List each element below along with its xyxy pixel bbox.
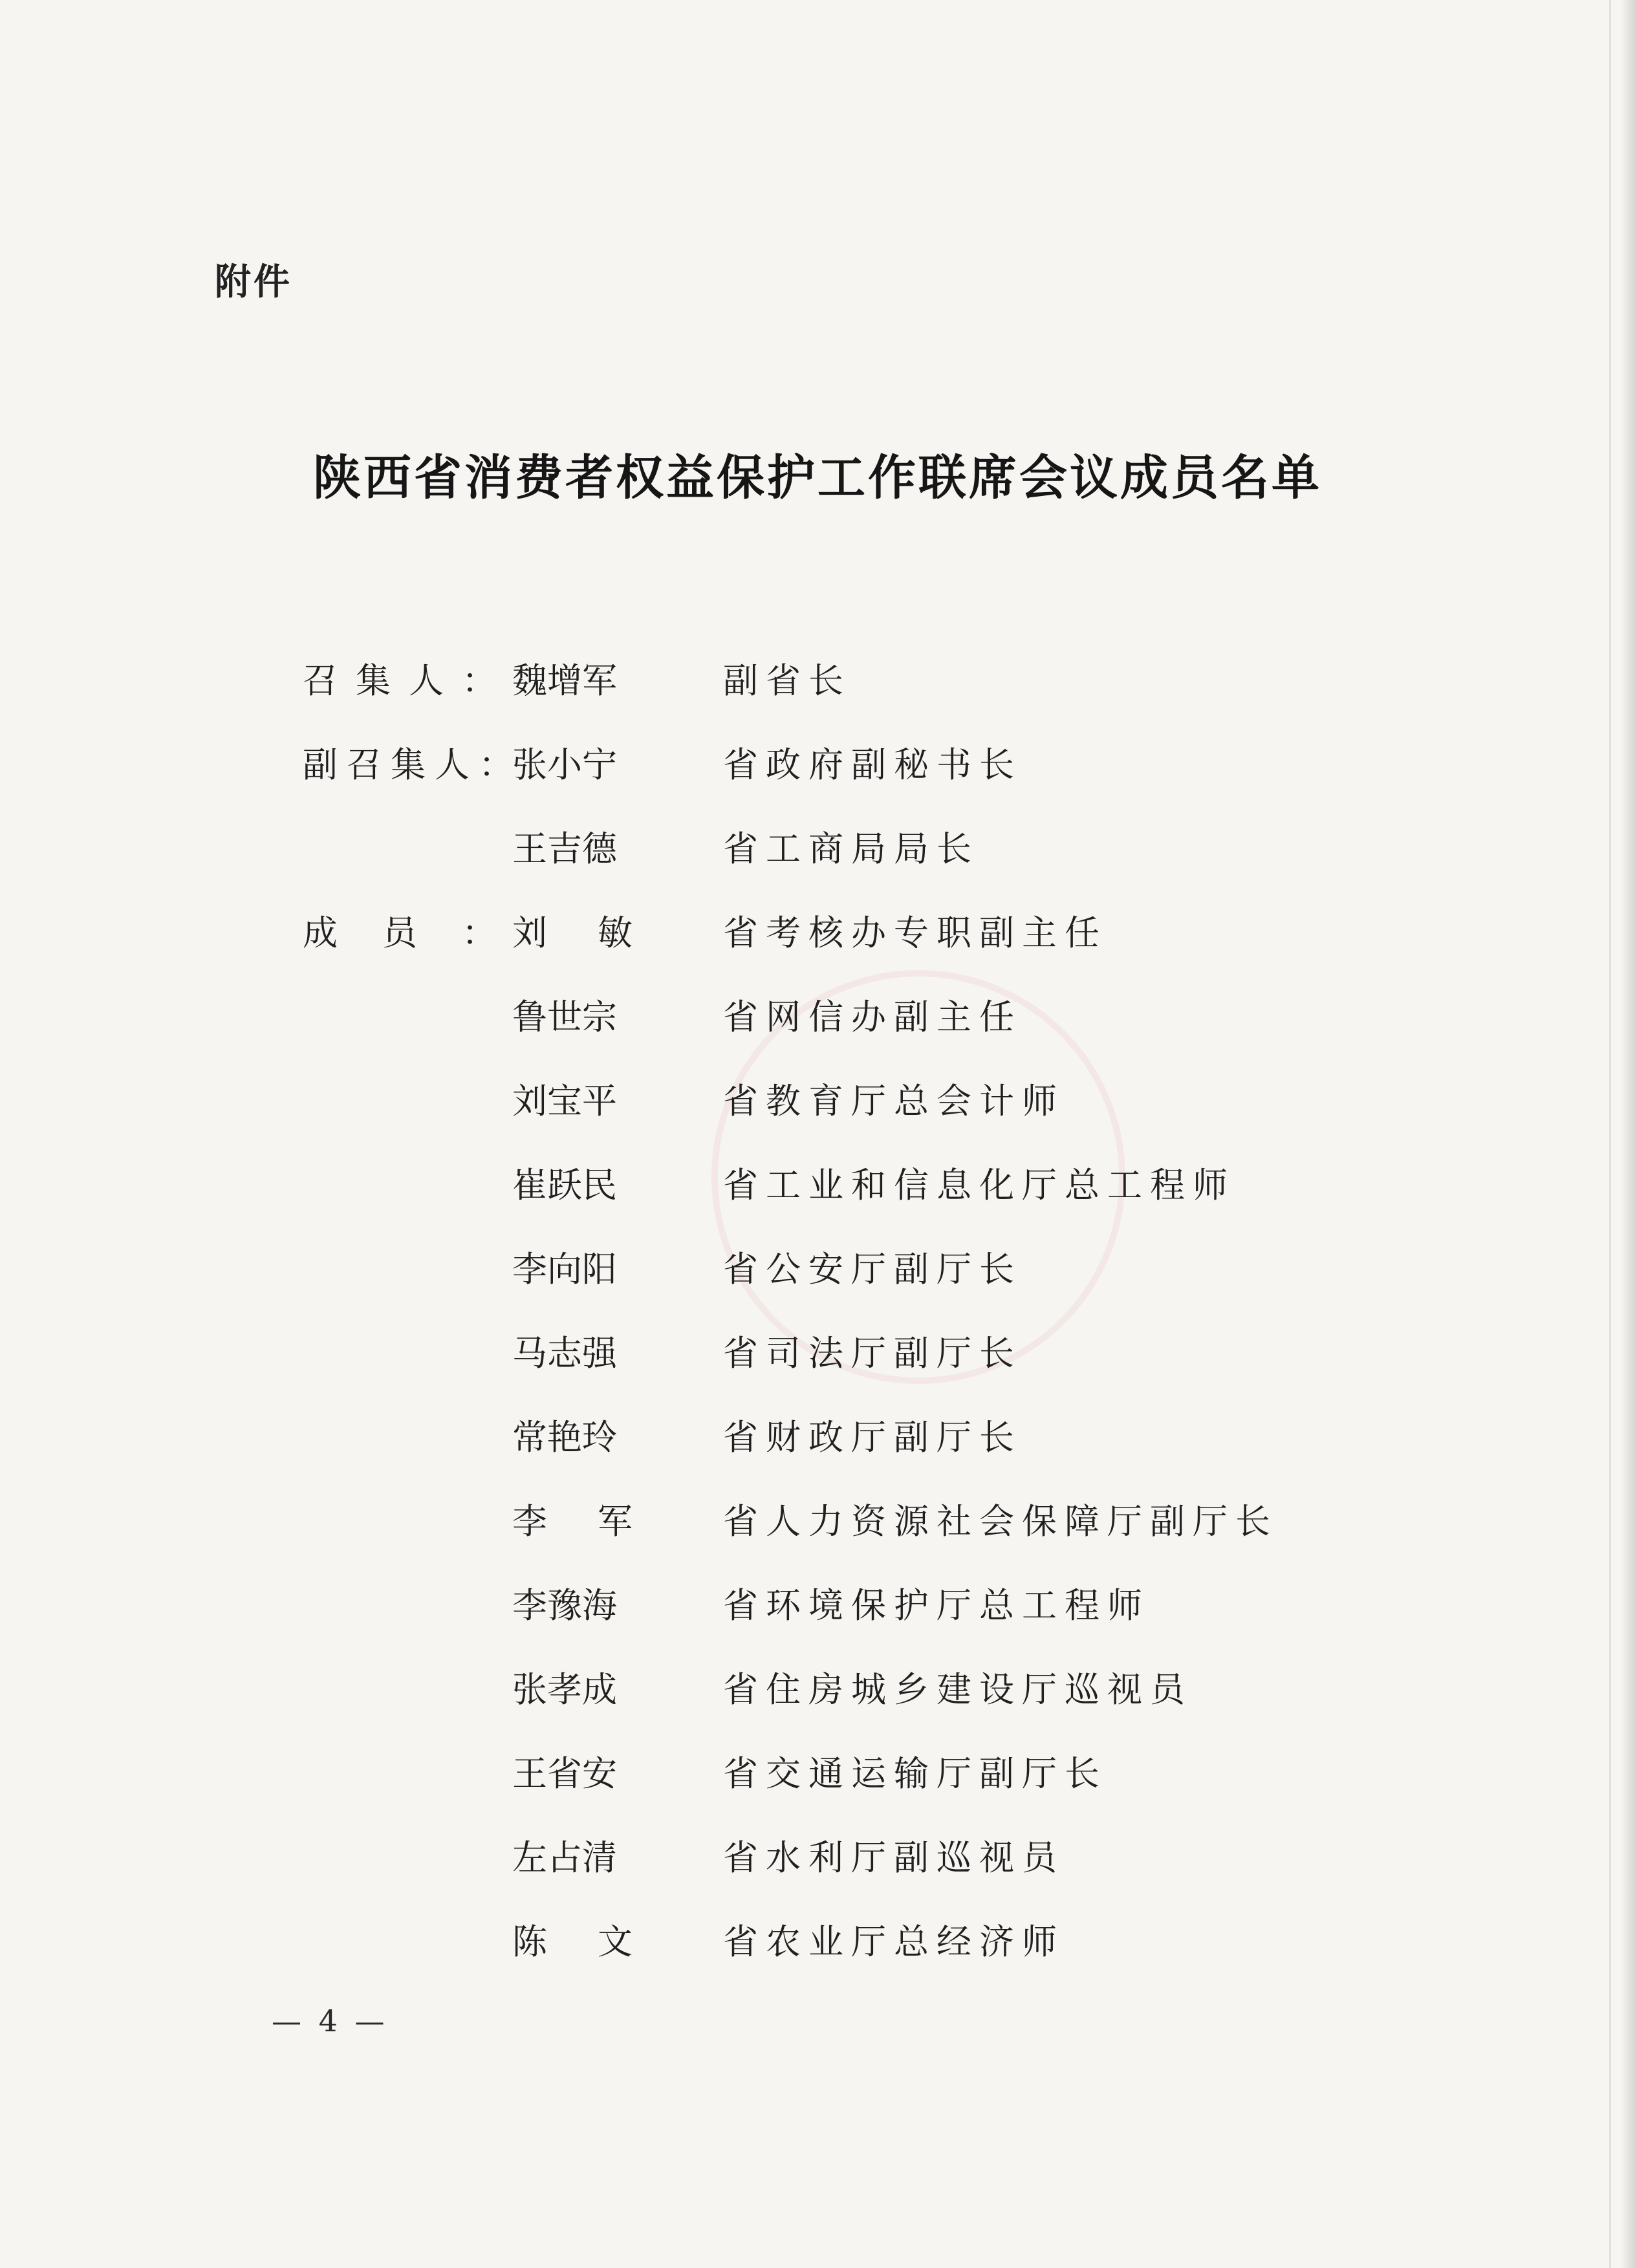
role-char: 召 [303, 660, 338, 701]
member-name: 张小宁 [512, 744, 617, 785]
member-position: 省工商局局长 [723, 828, 979, 869]
member-row [0, 652, 1635, 710]
role-char: 员 [382, 913, 417, 953]
role-char: 人 [409, 660, 444, 701]
member-row [0, 1661, 1635, 1719]
member-position: 省财政厅副厅长 [723, 1417, 1022, 1458]
member-name [512, 1493, 642, 1551]
role-char: ： [462, 660, 497, 701]
member-row [0, 1240, 1635, 1299]
role-char: 集 [356, 660, 391, 701]
member-name: 张孝成 [512, 1669, 617, 1710]
name-char: 陈 [512, 1921, 547, 1962]
name-spread [512, 1493, 633, 1551]
document-title: 陕西省消费者权益保护工作联席会议成员名单 [313, 450, 1322, 506]
member-position: 省人力资源社会保障厅副厅长 [723, 1501, 1278, 1542]
member-position: 省司法厅副厅长 [723, 1333, 1022, 1374]
member-position: 省交通运输厅副厅长 [723, 1753, 1107, 1794]
role-char: 成 [303, 913, 338, 953]
member-row [0, 1409, 1635, 1467]
member-row [0, 1156, 1635, 1215]
member-row [0, 904, 1635, 962]
name-char: 刘 [512, 913, 547, 953]
member-name: 李向阳 [512, 1249, 617, 1290]
member-position: 省农业厅总经济师 [723, 1921, 1065, 1962]
role-char: ： [462, 913, 497, 953]
member-row [0, 1493, 1635, 1551]
name-spread [512, 1913, 633, 1971]
member-position: 省环境保护厅总工程师 [723, 1585, 1150, 1626]
member-row [0, 820, 1635, 878]
name-char: 敏 [598, 913, 633, 953]
member-role [303, 652, 516, 710]
member-position: 省工业和信息化厅总工程师 [723, 1165, 1235, 1205]
member-position: 省住房城乡建设厅巡视员 [723, 1669, 1193, 1710]
member-row [0, 988, 1635, 1046]
member-name: 王吉德 [512, 828, 617, 869]
name-char: 文 [598, 1921, 633, 1962]
member-position: 省公安厅副厅长 [723, 1249, 1022, 1290]
member-row [0, 1829, 1635, 1887]
member-name: 左占清 [512, 1837, 617, 1878]
member-position: 省水利厅副巡视员 [723, 1837, 1065, 1878]
member-name: 魏增军 [512, 660, 617, 701]
member-name: 马志强 [512, 1333, 617, 1374]
member-name: 王省安 [512, 1753, 617, 1794]
member-name: 崔跃民 [512, 1165, 617, 1205]
member-row [0, 1072, 1635, 1130]
role-label-members [303, 904, 497, 962]
member-name: 常艳玲 [512, 1417, 617, 1458]
attachment-label: 附件 [215, 261, 292, 303]
member-name: 李豫海 [512, 1585, 617, 1626]
member-position: 省教育厅总会计师 [723, 1081, 1065, 1121]
member-row [0, 1577, 1635, 1635]
member-role [303, 904, 516, 962]
member-row [0, 736, 1635, 794]
member-position: 副省长 [723, 660, 851, 701]
member-name: 鲁世宗 [512, 997, 617, 1037]
member-name: 刘宝平 [512, 1081, 617, 1121]
name-char: 军 [598, 1501, 633, 1542]
member-position: 省网信办副主任 [723, 997, 1022, 1037]
role-label-convener [303, 652, 497, 710]
member-row [0, 1324, 1635, 1383]
member-position: 省考核办专职副主任 [723, 913, 1107, 953]
member-row [0, 1745, 1635, 1803]
member-position: 省政府副秘书长 [723, 744, 1022, 785]
member-role: 副召集人： [303, 744, 523, 785]
name-char: 李 [512, 1501, 547, 1542]
member-row [0, 1913, 1635, 1971]
name-spread [512, 904, 633, 962]
member-name [512, 1913, 642, 1971]
page-number: — 4 — [272, 2003, 389, 2038]
member-name [512, 904, 642, 962]
